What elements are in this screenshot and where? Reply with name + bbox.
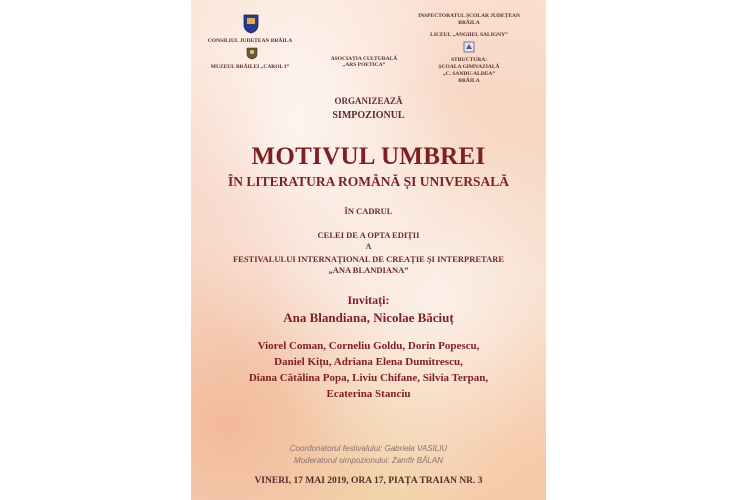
poster	[191, 0, 546, 500]
festival: FESTIVALULUI INTERNAȚIONAL DE CREAȚIE ȘI INTERPRETARE	[232, 254, 505, 264]
left-org2: MUZEUL BRĂILEI „CAROL I”	[210, 64, 290, 70]
right-org3c: „C. SANDU-ALDEA”	[442, 71, 496, 77]
subtitle: ÎN LITERATURA ROMÂNĂ ȘI UNIVERSALĂ	[227, 174, 510, 189]
county-shield-icon	[243, 14, 259, 34]
guests-line1: Viorel Coman, Corneliu Goldu, Dorin Popescu,	[257, 340, 480, 352]
right-org3b: ȘCOALA GIMNAZIALĂ	[438, 64, 500, 70]
right-org1: INSPECTORATUL ȘCOLAR JUDEȚEAN	[418, 13, 520, 19]
main-guests: Ana Blandiana, Nicolae Băciuț	[283, 310, 454, 325]
left-org1: CONSILIUL JUDEȚEAN BRĂILA	[207, 38, 293, 44]
right-org1b: BRĂILA	[458, 20, 480, 26]
school-logo-icon	[463, 41, 475, 53]
moderator: Moderatorul simpozionului: Zamfir BĂLAN	[294, 456, 443, 465]
coordinator: Coordonatorul festivalului: Gabriela VASILIU	[289, 444, 448, 453]
guests-line4: Ecaterina Stanciu	[326, 388, 411, 400]
guests-line3: Diana Cătălina Popa, Liviu Chifane, Silvia Terpan,	[248, 372, 489, 384]
date-place: VINERI, 17 MAI 2019, ORA 17, PIAȚA TRAIAN NR. 3	[254, 476, 483, 486]
right-org3d: BRĂILA	[458, 78, 480, 84]
main-title: MOTIVUL UMBREI	[251, 143, 486, 170]
a-letter: A	[365, 242, 372, 251]
center-org1: ASOCIAȚIA CULTURALĂ	[330, 56, 398, 62]
guests-line2: Daniel Kițu, Adriana Elena Dumitrescu,	[274, 356, 463, 368]
in-cadrul: ÎN CADRUL	[344, 206, 393, 216]
guests-label: Invitați:	[347, 293, 390, 307]
festival-name: „ANA BLANDIANA”	[328, 265, 409, 275]
simpozionul: SIMPOZIONUL	[332, 110, 405, 121]
organizeaza: ORGANIZEAZĂ	[334, 96, 403, 106]
museum-crest-icon	[246, 46, 258, 60]
edition: CELEI DE A OPTA EDIȚII	[317, 230, 420, 240]
right-org2: LICEUL „ANGHEL SALIGNY”	[430, 32, 508, 38]
right-org3a: STRUCTURA:	[450, 57, 488, 63]
center-org2: „ARS POETICA”	[342, 62, 386, 68]
